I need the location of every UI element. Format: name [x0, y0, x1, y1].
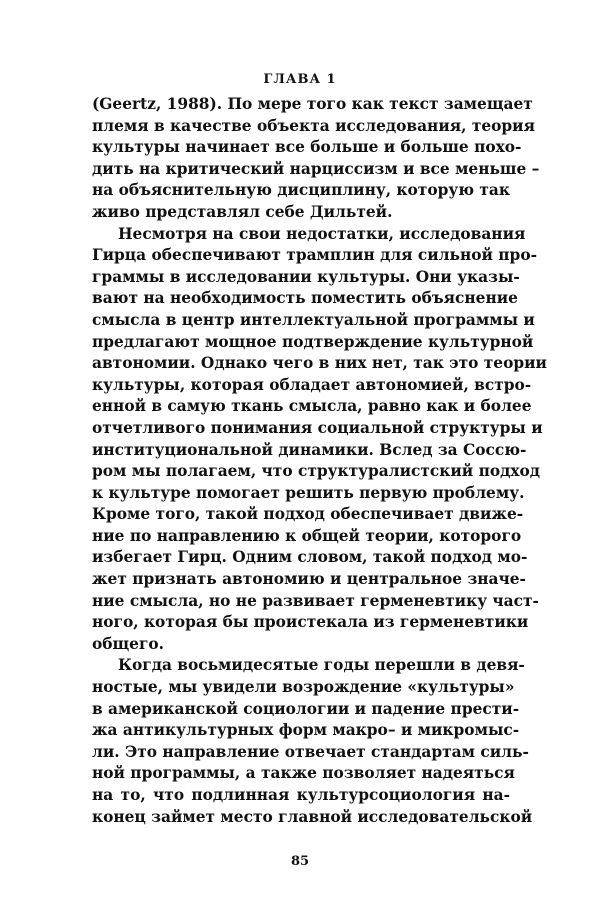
text-line: живо представлял себе Дильтей.: [92, 202, 393, 221]
text-line: институциональной динамики. Вслед за Соссю-: [92, 440, 527, 459]
text-line: племя в качестве объекта исследования, теория: [92, 116, 535, 135]
text-line: в американской социологии и падение прести-: [92, 699, 520, 718]
text-line: ром мы полагаем, что структуралистский подход: [92, 462, 541, 481]
text-line: ние по направлению к общей теории, которого: [92, 526, 522, 545]
text-line: к культуре помогает решить первую проблему.: [92, 483, 525, 502]
text-line: граммы в исследовании культуры. Они указы-: [92, 267, 520, 286]
text-line: общего.: [92, 634, 165, 653]
text-line: ностые, мы увидели возрождение «культуры»: [92, 678, 515, 697]
body-text: [92, 94, 547, 828]
text-line: Гирца обеспечивают трамплин для сильной про-: [92, 246, 537, 265]
page-number: 85: [290, 854, 310, 869]
chapter-header: ГЛАВА 1: [263, 72, 337, 87]
text-line: на то, что подлинная культурсоциология на-: [92, 786, 510, 804]
text-line: дить на критический нарциссизм и все меньше –: [92, 159, 540, 178]
text-line: отчетливого понимания социальной структуры и: [92, 418, 543, 437]
text-line: енной в самую ткань смысла, равно как и более: [92, 397, 532, 416]
text-line: культуры, которая обладает автономией, встро-: [92, 375, 532, 394]
text-line: (Geertz, 1988). По мере того как текст замещает: [92, 95, 533, 113]
text-line: жет признать автономию и центральное значе-: [92, 570, 526, 589]
text-line: ние смысла, но не развивает герменевтику част-: [92, 591, 539, 610]
text-line: культуры начинает все больше и больше похо-: [92, 138, 522, 157]
text-line: жа антикультурных форм макро– и микромыс-: [92, 721, 520, 740]
text-line: вают на необходимость поместить объяснение: [92, 289, 518, 308]
text-line: конец займет место главной исследовательской: [92, 807, 533, 826]
text-line: ной программы, а также позволяет надеяться: [92, 764, 515, 783]
text-line: на объяснительную дисциплину, которую так: [92, 181, 510, 200]
text-line: Несмотря на свои недостатки, исследования: [118, 224, 526, 243]
text-line: Когда восьмидесятые годы перешли в девя-: [118, 656, 525, 675]
text-line: смысла в центр интеллектуальной программы и: [92, 310, 535, 329]
text-line: ного, которая бы проистекала из герменевтики: [92, 613, 529, 632]
text-line: предлагают мощное подтверждение культурной: [92, 332, 534, 351]
text-line: Кроме того, такой подход обеспечивает движе-: [92, 505, 524, 524]
text-line: избегает Гирц. Одним словом, такой подход мо-: [92, 548, 528, 567]
text-line: ли. Это направление отвечает стандартам силь-: [92, 742, 529, 761]
text-line: автономии. Однако чего в них нет, так это теории: [92, 354, 547, 373]
